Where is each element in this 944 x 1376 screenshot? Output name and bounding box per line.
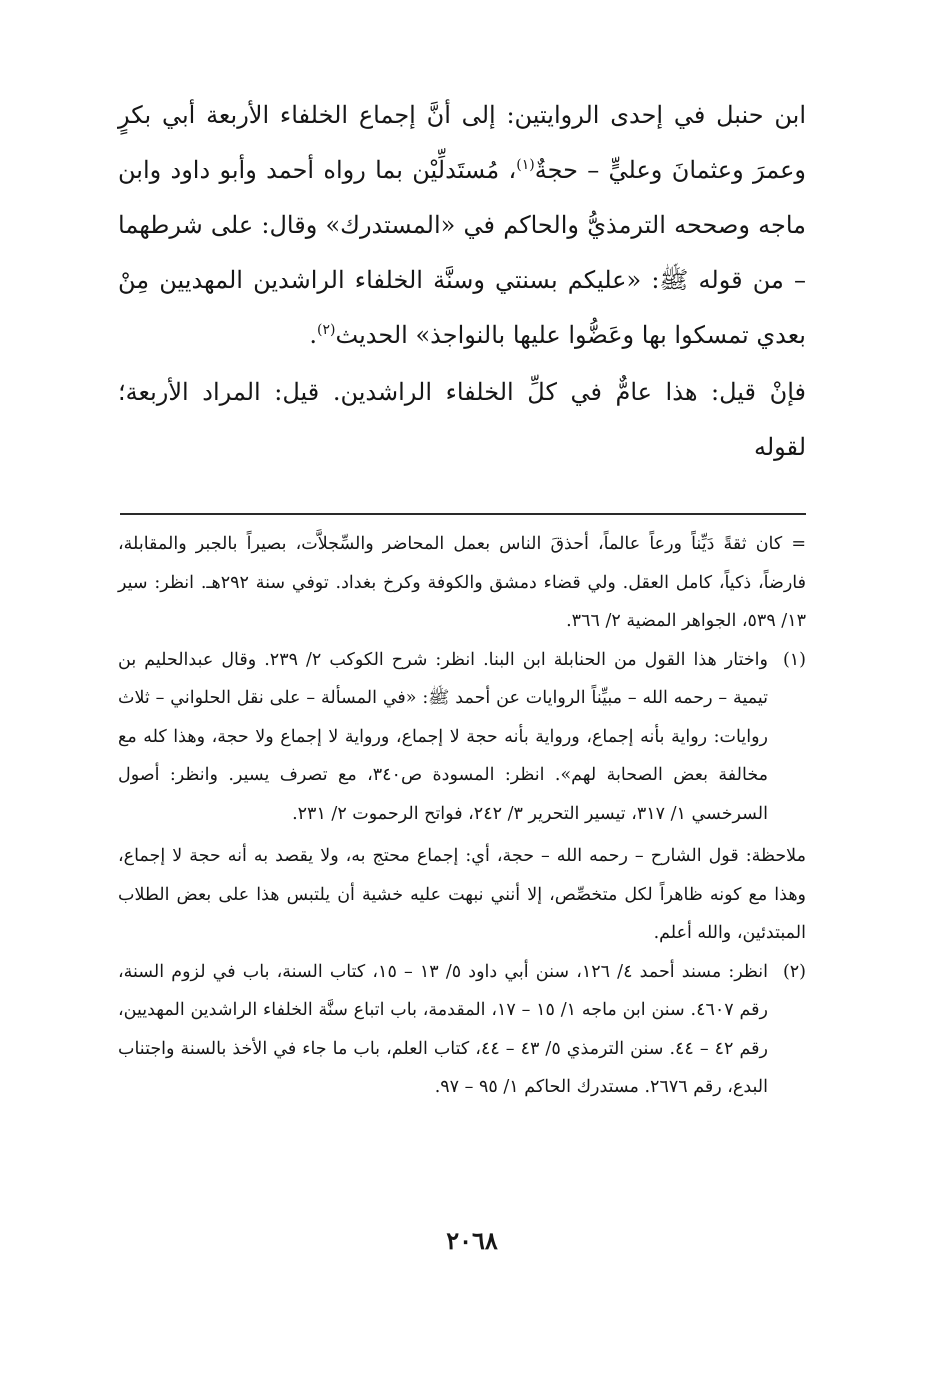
footnote-note: ملاحظة: قول الشارح – رحمه الله – حجة، أي: إجماع محتج به، ولا يقصد به أنه حجة لا إجماع، وهذا مع كونه ظاهراً لكل متخصِّص، إلا أنني نبهت عليه خشية أن يلتبس هذا على بعض الطلاب المبتدئين، والله أعلم. — [118, 846, 806, 943]
footnote-separator — [120, 513, 806, 515]
footnote-2-marker: (٢) — [782, 961, 806, 982]
paragraph-1-part-b: ، مُستَدلِّيْن بما رواه أحمد وأبو داود وابن ماجه وصححه الترمذيُّ والحاكم في «المستدرك» وقال: على شرطهما – من قوله ﷺ: «عليكم بسنتي وسنَّة الخلفاء الراشدين المهديين مِنْ بعدي تمسكوا بها وعَضُّوا عليها بالنواجذ» الحديث — [118, 156, 806, 349]
footnotes — [118, 525, 806, 1107]
footnote-2 — [118, 953, 806, 1107]
page-number: ٢٠٦٨ — [446, 1226, 498, 1255]
paragraph-1-end: . — [309, 321, 318, 349]
footnote-continuation: = كان ثقةً دَيِّناً ورعاً عالماً، أحذقَ الناس بعمل المحاضر والسِّجلاَّت، بصيراً بالجبر والمقابلة، فارضاً، ذكياً، كامل العقل. ولي قضاء دمشق والكوفة وكرخ بغداد. توفي سنة ٢٩٢هـ. انظر: سير ١٣/ ٥٣٩، الجواهر المضية ٢/ ٣٦٦. — [118, 534, 806, 631]
footnote-2-text: انظر: مسند أحمد ٤/ ١٢٦، سنن أبي داود ٥/ ١٣ – ١٥، كتاب السنة، باب في لزوم السنة، رقم ٤٦٠٧. سنن ابن ماجه ١/ ١٥ – ١٧، المقدمة، باب اتباع سنَّة الخلفاء الراشدين المهديين، رقم ٤٢ – ٤٤. سنن الترمذي ٥/ ٤٣ – ٤٤، كتاب العلم، باب ما جاء في الأخذ بالسنة واجتناب البدع، رقم ٢٦٧٦. مستدرك الحاكم ١/ ٩٥ – ٩٧. — [118, 961, 768, 1097]
footnote-1-marker: (١) — [782, 649, 806, 670]
page-content — [118, 88, 806, 1376]
paragraph-1-part-a: ابن حنبل في إحدى الروايتين: إلى أنَّ إجماع الخلفاء الأربعة أبي بكرٍ وعمرَ وعثمانَ وعليٍّ – حجةٌ — [118, 101, 807, 184]
footnote-ref-1: (١) — [516, 157, 535, 173]
footnote-ref-2: (٢) — [317, 322, 336, 338]
paragraph-1 — [118, 88, 806, 363]
paragraph-2: فإنْ قيل: هذا عامٌّ في كلِّ الخلفاء الراشدين. قيل: المراد الأربعة؛ لقوله — [118, 378, 806, 461]
footnote-1-text: واختار هذا القول من الحنابلة ابن البنا. انظر: شرح الكوكب ٢/ ٢٣٩. وقال عبدالحليم بن تيمية – رحمه الله – مبيِّناً الروايات عن أحمد ﷺ: «في المسألة – على نقل الحلواني – ثلاث روايات: رواية بأنه إجماع، ورواية بأنه حجة لا إجماع، ورواية لا إجماع ولا حجة، وهذا كله مع مخالفة بعض الصحابة لهم». انظر: المسودة ص٣٤٠، مع تصرف يسير. وانظر: أصول السرخسي ١/ ٣١٧، تيسير التحرير ٣/ ٢٤٢، فواتح الرحموت ٢/ ٢٣١. — [118, 649, 768, 824]
footnote-1 — [118, 641, 806, 834]
main-text — [118, 88, 806, 475]
